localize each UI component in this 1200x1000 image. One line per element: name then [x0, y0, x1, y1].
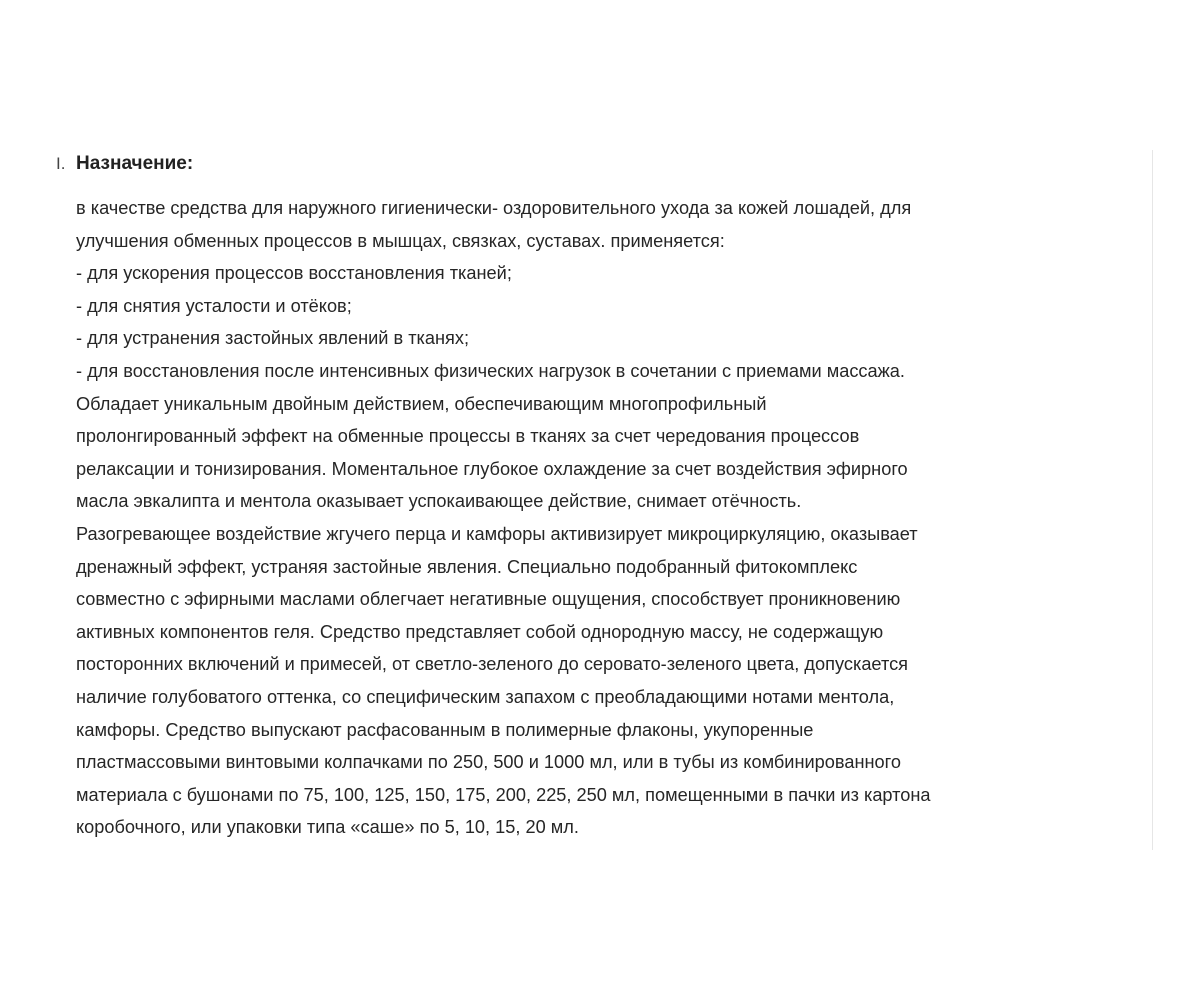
- body-line: совместно с эфирными маслами облегчает негативные ощущения, способствует проникновению: [76, 589, 901, 610]
- body-line: наличие голубоватого оттенка, со специфическим запахом с преобладающими нотами ментола,: [76, 686, 895, 707]
- section-body: [76, 192, 931, 844]
- body-line: Обладает уникальным двойным действием, обеспечивающим многопрофильный: [76, 393, 767, 414]
- body-line: в качестве средства для наружного гигиенически- оздоровительного ухода за кожей лошадей, для: [76, 198, 912, 218]
- right-divider: [1152, 150, 1153, 850]
- body-line: Разогревающее воздействие жгучего перца и камфоры активизирует микроциркуляцию, оказывает: [76, 523, 918, 544]
- body-line: пролонгированный эффект на обменные процессы в тканях за счет чередования процессов: [76, 426, 860, 447]
- body-line: активных компонентов геля. Средство представляет собой однородную массу, не содержащую: [76, 621, 884, 642]
- body-line: - для восстановления после интенсивных физических нагрузок в сочетании с приемами массажа.: [76, 360, 905, 381]
- body-line: коробочного, или упаковки типа «саше» по 5, 10, 15, 20 мл.: [76, 817, 579, 838]
- body-line: - для снятия усталости и отёков;: [76, 295, 352, 316]
- section-title: Назначение:: [76, 153, 194, 174]
- body-line: улучшения обменных процессов в мышцах, связках, суставах. применяется:: [76, 230, 725, 251]
- section-heading: [56, 153, 193, 183]
- body-line: дренажный эффект, устраняя застойные явления. Специально подобранный фитокомплекс: [76, 556, 858, 577]
- body-line: - для ускорения процессов восстановления тканей;: [76, 263, 512, 284]
- body-line: камфоры. Средство выпускают расфасованным в полимерные флаконы, укупоренные: [76, 719, 814, 740]
- section-number: I.: [56, 154, 66, 173]
- body-line: масла эвкалипта и ментола оказывает успокаивающее действие, снимает отёчность.: [76, 491, 802, 512]
- body-line: - для устранения застойных явлений в тканях;: [76, 328, 470, 349]
- body-line: материала с бушонами по 75, 100, 125, 150, 175, 200, 225, 250 мл, помещенными в пачки из картона: [76, 784, 931, 805]
- body-line: релаксации и тонизирования. Моментальное глубокое охлаждение за счет воздействия эфирного: [76, 458, 908, 479]
- body-line: посторонних включений и примесей, от светло-зеленого до серовато-зеленого цвета, допускается: [76, 654, 909, 675]
- body-line: пластмассовыми винтовыми колпачками по 250, 500 и 1000 мл, или в тубы из комбинированного: [76, 752, 901, 773]
